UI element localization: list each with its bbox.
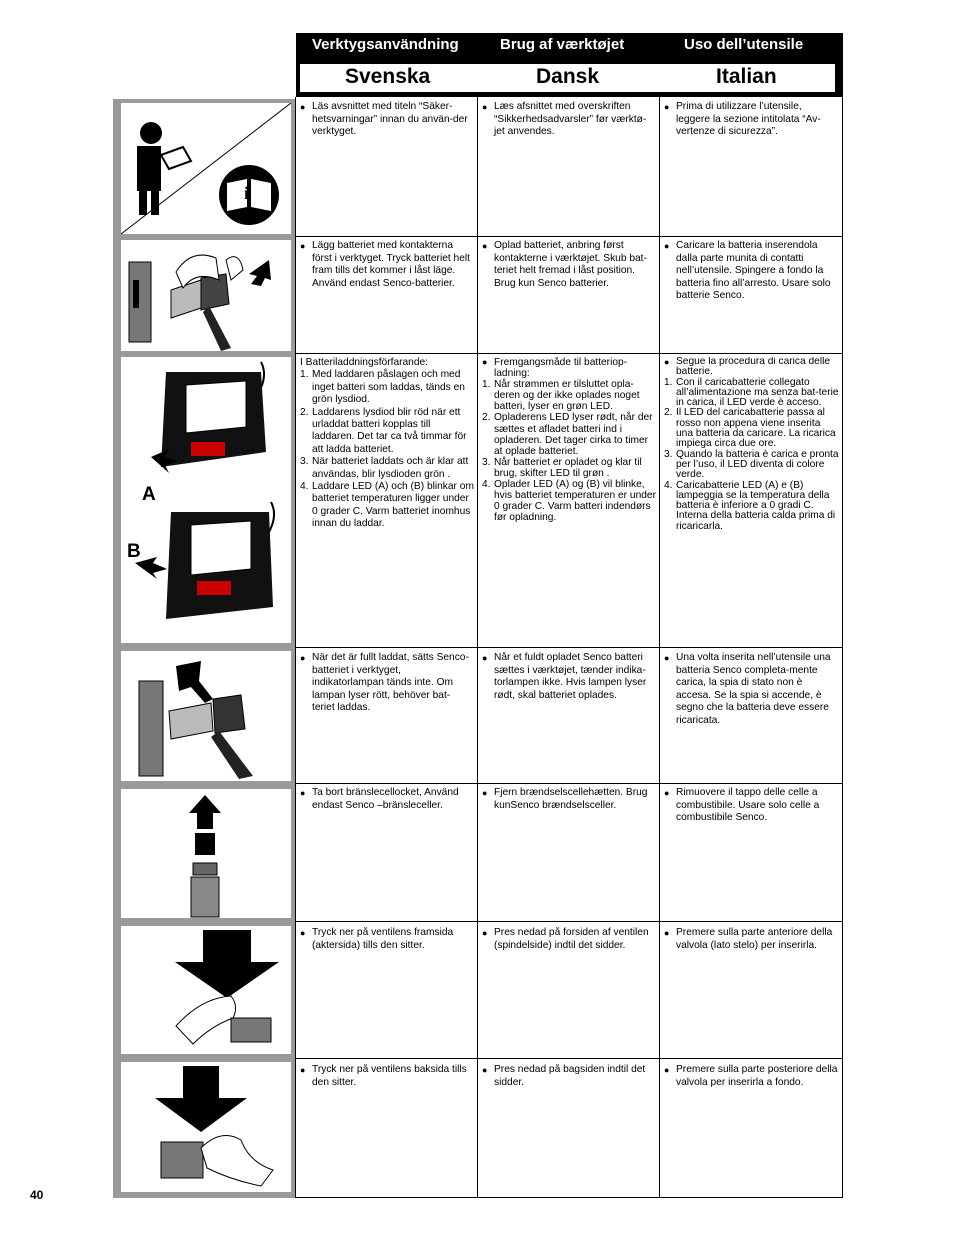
cell-da-row6 bbox=[482, 927, 656, 952]
cell-da-row3: ● Fremgangsmåde til batteriop-ladning: 1. Når strømmen er tilsluttet opla-deren og der ikke oplades noget batteri, lyser en grøn LED. 2. Opladerens LED lyser rødt, når der sættes et afladet batteri ind i opladeren. Det tager cirka to timer at oplade batteriet. 3. Når batteriet er opladet og klar til brug, skifter LED til grøn . 4. Oplader LED (A) og (B) vil blinke, hvis batteriet temperaturen er under 0 grader C. Varm batteri indendørs før opladning. bbox=[482, 357, 656, 523]
bullet-text: ● Oplad batteriet, anbring først kontakterne i værktøjet. Skub bat-teriet helt fremad i låst position. Brug kun Senco batterier. bbox=[482, 240, 656, 290]
cell-it-row2 bbox=[664, 240, 838, 303]
bullet-text: ● Lägg batteriet med kontakterna först i verktyget. Tryck batteriet helt fram tills det kommer i låst läge. Använd endast Senco-batterier. bbox=[300, 240, 472, 290]
bullet-text: ● Rimuovere il tappo delle celle a combustibile. Usare solo celle a combustibile Senco. bbox=[664, 787, 838, 825]
step-text: Il LED del caricabatterie passa al rosso non appena viene inserita una batteria da caricare. La ricarica impiega circa due ore. bbox=[676, 407, 836, 450]
page-number: 40 bbox=[30, 1188, 44, 1202]
step-text: Når batteriet er opladet og klar til brug, skifter LED til grøn . bbox=[494, 456, 642, 479]
illustration-safety-read bbox=[121, 103, 291, 234]
step-text: Laddare LED (A) och (B) blinkar om batteriet temperaturen ligger under 0 grader C. Varm batteriet inomhus innan du laddar. bbox=[312, 481, 474, 530]
swedish-subtitle: Verktygsanvändning bbox=[312, 36, 459, 53]
valve-back-illustration bbox=[121, 1062, 291, 1192]
procedure-intro: I Batteriladdningsförfarande: bbox=[300, 357, 428, 368]
bullet-text: ● Når et fuldt opladet Senco batteri sættes i værktøjet, tænder indika-torlampen ikke. Hvis lampen lyser rødt, skal batteriet oplades. bbox=[482, 652, 658, 702]
cell-sv-row4 bbox=[300, 652, 472, 715]
danish-subtitle: Brug af værktøjet bbox=[500, 36, 625, 53]
illustration-battery-indicator bbox=[121, 651, 291, 781]
cell-da-row7 bbox=[482, 1064, 656, 1089]
illustration-charger bbox=[121, 357, 291, 643]
bullet-text: ● Premere sulla parte anteriore della valvola (lato stelo) per inserirla. bbox=[664, 927, 838, 952]
bullet-text: ● Läs avsnittet med titeln “Säker-hetsvarningar” innan du använ-der verktyget. bbox=[300, 101, 472, 139]
bullet-text: ● Pres nedad på forsiden af ventilen (spindelside) indtil det sidder. bbox=[482, 927, 656, 952]
cell-it-row7 bbox=[664, 1064, 838, 1089]
row-divider bbox=[295, 783, 843, 784]
danish-title: Dansk bbox=[536, 65, 600, 88]
bullet-text: ● Fjern brændselscellehætten. Brug kunSenco brændselsceller. bbox=[482, 787, 656, 812]
step-text: Med laddaren påslagen och med inget batteri som laddas, tänds en grön lysdiod. bbox=[312, 369, 465, 406]
cell-sv-row6 bbox=[300, 927, 472, 952]
step-text: Caricabatterie LED (A) e (B) lampeggia se la temperatura della batteria è inferiore a 0 gradi C. Interna della batteria calda prima di ricaricarla. bbox=[676, 479, 836, 532]
cell-sv-row3: I Batteriladdningsförfarande: 1. Med laddaren påslagen och med inget batteri som laddas, tänds en grön lysdiod. 2. Laddarens lysdiod blir röd när ett urladdat batteri kopplas till laddaren. Det tar ca två timmar för att ladda batteriet. 3. När batteriet laddats och är klar att användas, blir lysdioden grön . 4. Laddare LED (A) och (B) blinkar om batteriet temperaturen ligger under 0 grader C. Varm batteriet inomhus innan du laddar. bbox=[300, 357, 474, 530]
row-divider bbox=[295, 921, 843, 922]
bullet-text: ● Tryck ner på ventilens framsida (aktersida) tills den sitter. bbox=[300, 927, 472, 952]
cell-da-row5 bbox=[482, 787, 656, 812]
bullet-text: ● Premere sulla parte posteriore della valvola per inserirla a fondo. bbox=[664, 1064, 838, 1089]
bullet-text: ● Segue la procedura di carica delle batterie. bbox=[664, 357, 840, 378]
step-text: Quando la batteria è carica e pronta per l’uso, il LED diventa di colore verde. bbox=[676, 448, 839, 481]
cell-sv-row1 bbox=[300, 101, 472, 139]
step-text: Con il caricabatterie collegato all’alimentazione ma senza bat-terie in carica, il LED verde è acceso. bbox=[676, 376, 839, 409]
bullet-text: ● Fremgangsmåde til batteriop-ladning: bbox=[482, 357, 656, 379]
bullet-text: ● Læs afsnittet med overskriften “Sikkerhedsadvarsler” før værktø-jet anvendes. bbox=[482, 101, 656, 139]
bullet-text: ● Caricare la batteria inserendola dalla parte munita di contatti nell’utensile. Spingere a fondo la batteria fino all’arresto. Usare solo batterie Senco. bbox=[664, 240, 838, 303]
illustration-battery-insert bbox=[121, 240, 291, 351]
battery-indicator-illustration bbox=[121, 651, 291, 781]
illustration-valve-back bbox=[121, 1062, 291, 1192]
italian-subtitle: Uso dell’utensile bbox=[684, 36, 804, 53]
step-text: Opladerens LED lyser rødt, når der sættes et afladet batteri ind i opladeren. Det tager cirka to timer at oplade batteriet. bbox=[494, 412, 653, 457]
row-divider bbox=[295, 647, 843, 648]
illustration-fuel-cap bbox=[121, 789, 291, 918]
illustration-valve-front bbox=[121, 926, 291, 1054]
step-text: Når strømmen er tilsluttet opla-deren og der ikke oplades noget batteri, lyser en grøn LED. bbox=[494, 379, 640, 413]
cell-sv-row5 bbox=[300, 787, 472, 812]
row-divider bbox=[295, 236, 843, 237]
step-text: Laddarens lysdiod blir röd när ett urladdat batteri kopplas till laddaren. Det tar ca två timmar för att ladda batteriet. bbox=[312, 406, 467, 455]
bullet-text: ● Pres nedad på bagsiden indtil det sidder. bbox=[482, 1064, 656, 1089]
swedish-title: Svenska bbox=[345, 65, 431, 88]
cell-it-row3: ● Segue la procedura di carica delle batterie. 1. Con il caricabatterie collegato all’alimentazione ma senza bat-terie in carica, il LED verde è acceso. 2. Il LED del caricabatterie passa al rosso non appena viene inserita una batteria da caricare. La ricarica impiega circa due ore. 3. Quando la batteria è carica e pronta per l’uso, il LED diventa di colore verde. 4. Caricabatterie LED (A) e (B) lampeggia se la temperatura della batteria è inferiore a 0 gradi C. Interna della batteria calda prima di ricaricarla. bbox=[664, 357, 840, 532]
row-divider bbox=[295, 1058, 843, 1059]
italian-title: Italian bbox=[716, 65, 777, 88]
cell-it-row4 bbox=[664, 652, 838, 728]
step-text: Oplader LED (A) og (B) vil blinke, hvis batteriet temperaturen er under 0 grader C. Varm batteri indendørs før opladning. bbox=[494, 479, 656, 524]
row-divider bbox=[295, 1197, 843, 1198]
language-header bbox=[296, 33, 843, 97]
cell-da-row2 bbox=[482, 240, 656, 290]
read-manual-illustration bbox=[121, 103, 291, 234]
battery-insert-illustration bbox=[121, 240, 291, 351]
cell-it-row6 bbox=[664, 927, 838, 952]
label-b: B bbox=[127, 541, 141, 562]
language-title-bar bbox=[300, 64, 835, 92]
bullet-text: ● Prima di utilizzare l’utensile, leggere la sezione intitolata “Av-vertenze di sicurezza”. bbox=[664, 101, 838, 139]
cell-it-row1 bbox=[664, 101, 838, 139]
bullet-text: ● När det är fullt laddat, sätts Senco-batteriet i verktyget, indikatorlampan tänds inte. Om lampan lyser rött, behöver bat-teriet laddas. bbox=[300, 652, 472, 715]
fuel-cap-illustration bbox=[121, 789, 291, 918]
cell-it-row5 bbox=[664, 787, 838, 825]
cell-da-row4 bbox=[482, 652, 658, 702]
cell-sv-row2 bbox=[300, 240, 472, 290]
cell-da-row1 bbox=[482, 101, 656, 139]
label-a: A bbox=[142, 484, 156, 505]
bullet-text: ● Tryck ner på ventilens baksida tills den sitter. bbox=[300, 1064, 472, 1089]
info-icon: i bbox=[244, 183, 250, 203]
cell-sv-row7 bbox=[300, 1064, 472, 1089]
row-divider bbox=[295, 353, 843, 354]
step-text: När batteriet laddats och är klar att användas, blir lysdioden grön . bbox=[312, 456, 469, 480]
valve-front-illustration bbox=[121, 926, 291, 1054]
bullet-text: ● Una volta inserita nell’utensile una batteria Senco completa-mente carica, la spia di stato non è accesa. Se la spia si accende, è segno che la batteria deve essere ricaricata. bbox=[664, 652, 838, 728]
bullet-text: ● Ta bort bränslecellocket, Använd endast Senco –bränsleceller. bbox=[300, 787, 472, 812]
